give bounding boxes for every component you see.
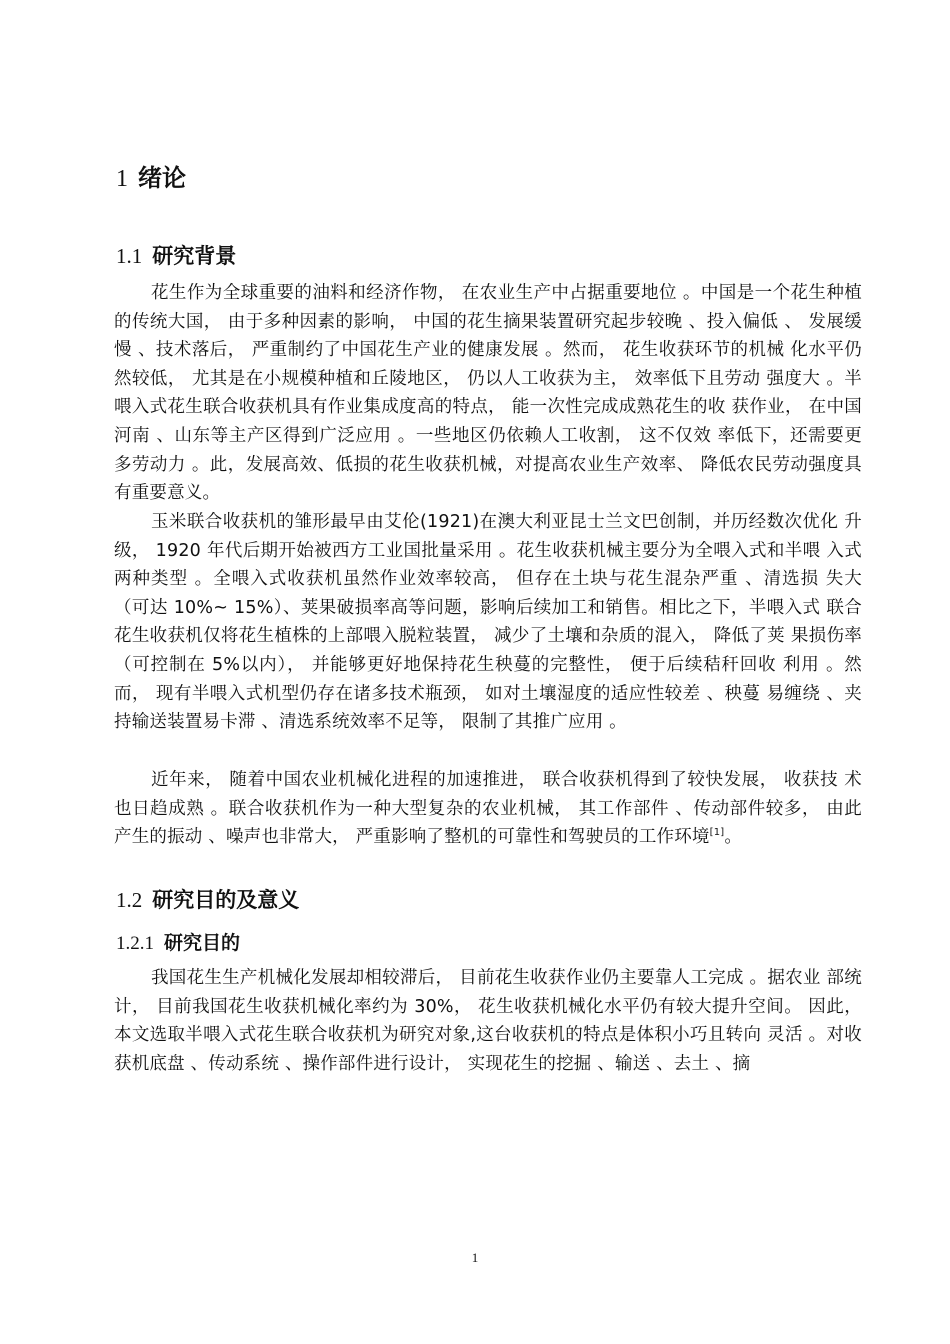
section-number: 1.2 [116, 888, 143, 912]
page-number: 1 [471, 1250, 479, 1265]
section-title: 研究背景 [152, 244, 237, 268]
paragraph-purpose: 我国花生生产机械化发展却相较滞后， 目前花生收获作业仍主要靠人工完成 。据农业 部统计， 目前我国花生收获机械化率约为 30%， 花生收获机械化水平仍有较大提升空间。 因此，本文选取半喂入式花生联合收获机为研究对象,这台收获机的特点是体积小巧且转向 灵活 。对收获机底盘 、传动系统 、操作部件进行设计， 实现花生的挖掘 、输送 、去土 、摘 [114, 968, 862, 1074]
section-number: 1.1 [116, 244, 143, 268]
subsection-number: 1.2.1 [116, 933, 154, 954]
chapter-number: 1 [116, 166, 128, 192]
section-heading-1-1 [116, 240, 236, 270]
subsection-heading-1-2-1 [116, 928, 240, 955]
chapter-title: 绪论 [138, 164, 186, 192]
citation-marker: [1] [709, 827, 725, 839]
paragraph-background-3-text: 近年来， 随着中国农业机械化进程的加速推进， 联合收获机得到了较快发展， 收获技 术也日趋成熟 。联合收获机作为一种大型复杂的农业机械， 其工作部件 、传动部件较多， 由此产生的振动 、噪声也非常大， 严重影响了整机的可靠性和驾驶员的工作环境 [114, 770, 862, 848]
chapter-heading [116, 158, 186, 193]
section-heading-1-2 [116, 884, 299, 914]
paragraph-background-2: 玉米联合收获机的雏形最早由艾伦(1921)在澳大利亚昆士兰文巴创制，并历经数次优化 升级， 1920 年代后期开始被西方工业国批量采用 。花生收获机械主要分为全喂入式和半喂 入式两种类型 。全喂入式收获机虽然作业效率较高， 但存在土块与花生混杂严重 、清选损 失大（可达 10%~ 15%）、荚果破损率高等问题，影响后续加工和销售。相比之下，半喂入式 联合花生收获机仅将花生植株的上部喂入脱粒装置， 减少了土壤和杂质的混入， 降低了荚 果损伤率（可控制在 5%以内）， 并能够更好地保持花生秧蔓的完整性， 便于后续秸秆回收 利用 。然而， 现有半喂入式机型仍存在诸多技术瓶颈， 如对土壤湿度的适应性较差 、秧蔓 易缠绕 、夹持输送装置易卡滞 、清选系统效率不足等， 限制了其推广应用 。 [114, 512, 862, 733]
paragraph-background-3 [114, 766, 862, 852]
subsection-title: 研究目的 [164, 932, 241, 954]
paragraph-background-1: 花生作为全球重要的油料和经济作物， 在农业生产中占据重要地位 。中国是一个花生种植的传统大国， 由于多种因素的影响， 中国的花生摘果装置研究起步较晚 、投入偏低 、 发展缓慢 、技术落后， 严重制约了中国花生产业的健康发展 。然而， 花生收获环节的机械 化水平仍然较低， 尤其是在小规模种植和丘陵地区， 仍以人工收获为主， 效率低下且劳动 强度大 。半喂入式花生联合收获机具有作业集成度高的特点， 能一次性完成成熟花生的收 获作业， 在中国河南 、山东等主产区得到广泛应用 。一些地区仍依赖人工收割， 这不仅效 率低下，还需要更多劳动力 。此，发展高效、低损的花生收获机械，对提高农业生产效率、 降低农民劳动强度具有重要意义。 [114, 283, 862, 504]
citation-tail: 。 [724, 827, 743, 848]
section-title: 研究目的及意义 [152, 888, 300, 912]
